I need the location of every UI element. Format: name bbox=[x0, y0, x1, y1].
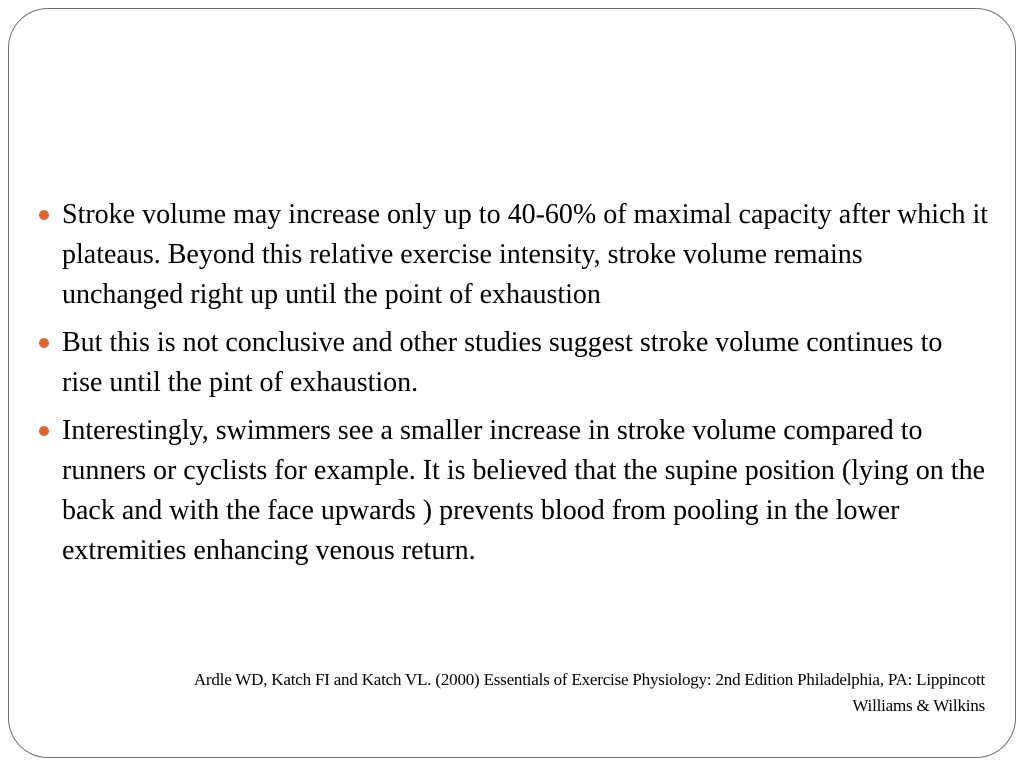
citation-line-1: Ardle WD, Katch FI and Katch VL. (2000) Essentials of Exercise Physiology: 2nd Edition Philadelphia, PA: Lippincott bbox=[193, 670, 985, 689]
bullet-dot-icon bbox=[39, 426, 49, 436]
slide-frame bbox=[8, 8, 1016, 758]
bullet-item bbox=[39, 411, 989, 571]
bullet-dot-icon bbox=[39, 338, 49, 348]
bullet-text: Interestingly, swimmers see a smaller increase in stroke volume compared to runners or cyclists for example. It is believed that the supine position (lying on the back and with the face upwards ) prevents blood from pooling in the lower extremities enhancing venous return. bbox=[62, 415, 986, 566]
bullet-text: But this is not conclusive and other studies suggest stroke volume continues to rise until the pint of exhaustion. bbox=[62, 327, 943, 398]
bullet-item bbox=[39, 195, 989, 315]
citation-line-2: Williams & Wilkins bbox=[852, 696, 985, 715]
bullet-dot-icon bbox=[39, 210, 49, 220]
bullet-text: Stroke volume may increase only up to 40-60% of maximal capacity after which it plateaus. Beyond this relative exercise intensity, stroke volume remains unchanged right up until the point of exhaustion bbox=[62, 199, 989, 310]
citation bbox=[25, 667, 985, 719]
bullet-list bbox=[39, 195, 989, 579]
bullet-item bbox=[39, 323, 989, 403]
